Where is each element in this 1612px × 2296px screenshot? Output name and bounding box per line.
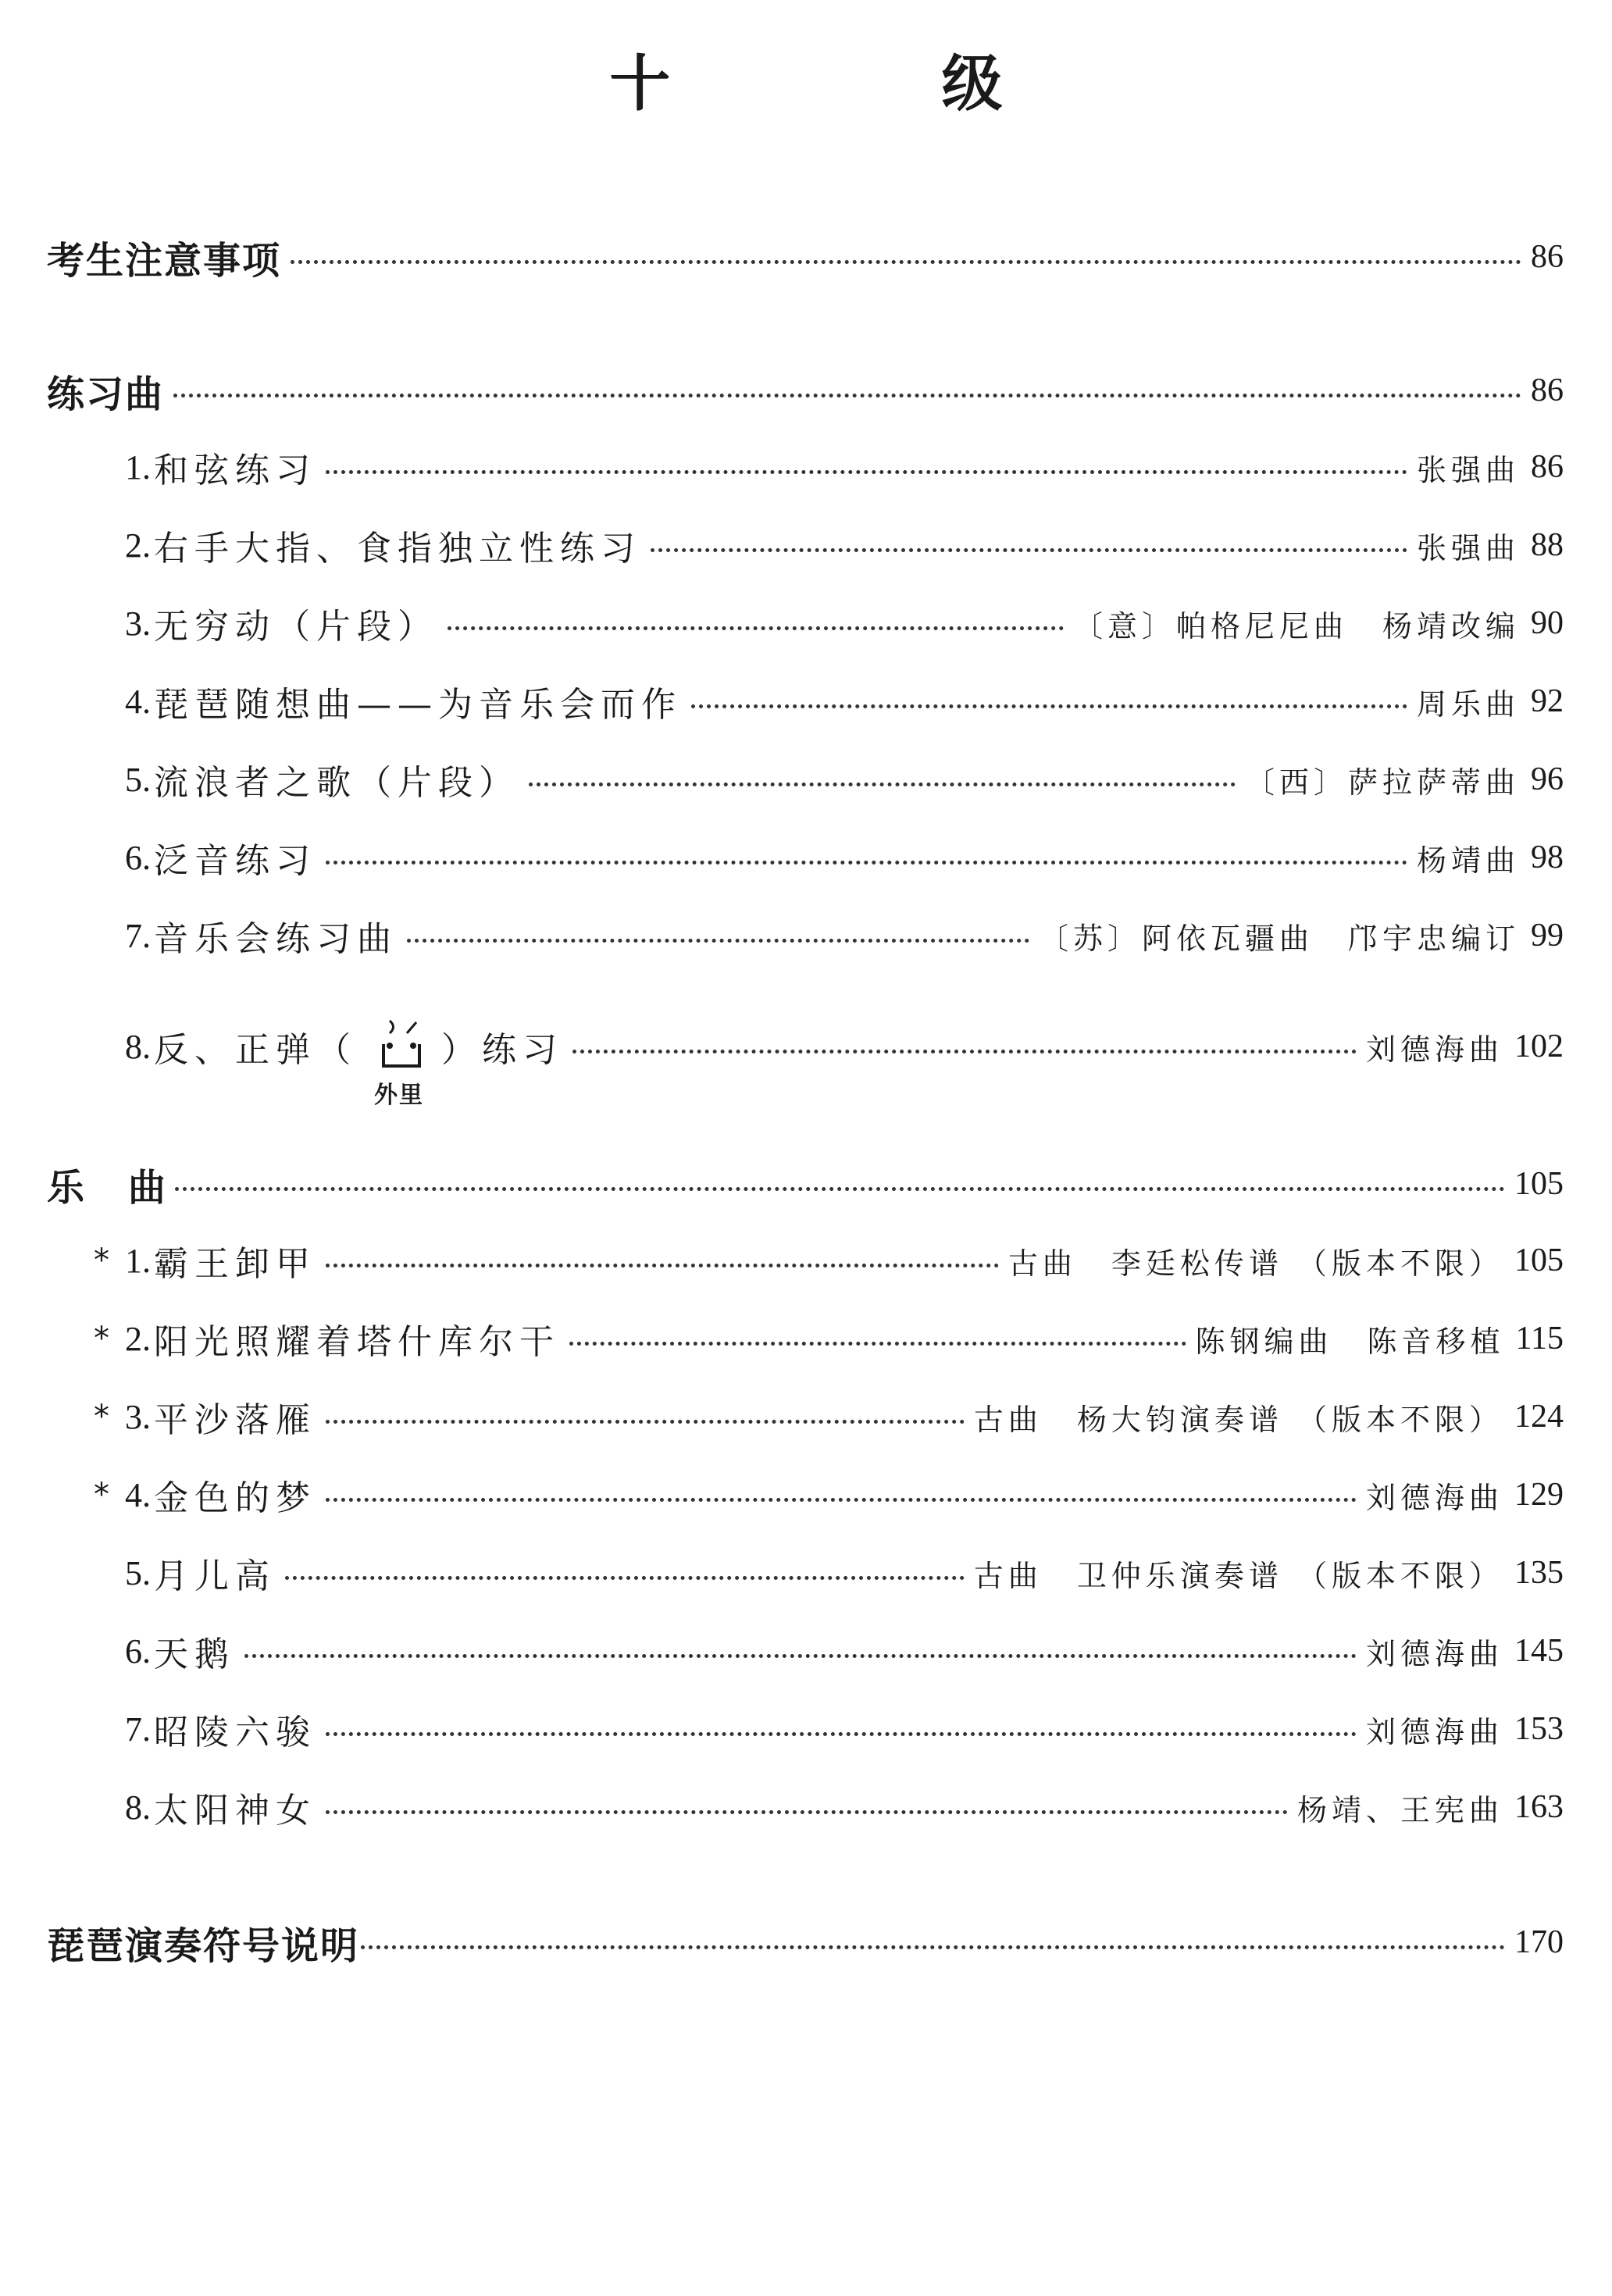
toc-entry-piece-5[interactable] xyxy=(0,1546,1612,1600)
entry-title: 泛音练习 xyxy=(154,841,316,881)
entry-number: 6. xyxy=(125,838,151,877)
toc-entry-etude-1[interactable] xyxy=(0,440,1612,494)
entry-number: 3. xyxy=(125,604,151,643)
entry-credit: 陈钢编曲 陈音移植 xyxy=(1195,1324,1505,1359)
dot-leader xyxy=(572,1050,1357,1054)
page-number: 86 xyxy=(1531,449,1564,485)
entry-credit: 刘德海曲 xyxy=(1365,1636,1503,1671)
page-number: 96 xyxy=(1531,761,1564,797)
entry-number: 4. xyxy=(125,1475,151,1514)
entry-credit: 刘德海曲 xyxy=(1365,1480,1503,1515)
toc-entry-piece-3[interactable] xyxy=(0,1389,1612,1444)
entry-credit: 杨靖、王宪曲 xyxy=(1296,1792,1503,1827)
section-heading-etudes: 练习曲 xyxy=(47,372,165,416)
entry-number: 4. xyxy=(125,682,151,721)
entry-title: 月儿高 xyxy=(154,1556,276,1596)
page-number: 105 xyxy=(1514,1242,1564,1278)
dot-leader xyxy=(326,470,1407,474)
page-number: 98 xyxy=(1531,840,1564,875)
dot-leader xyxy=(691,704,1407,708)
entry-number: 8. xyxy=(125,1027,151,1066)
entry-number: 5. xyxy=(125,760,151,799)
dot-leader xyxy=(448,626,1064,630)
toc-entry-piece-1[interactable] xyxy=(0,1233,1612,1288)
page-number: 163 xyxy=(1514,1789,1564,1825)
entry-credit: 周乐曲 xyxy=(1416,686,1520,722)
entry-credit: 〔意〕帕格尼尼曲 杨靖改编 xyxy=(1072,608,1520,644)
page-number: 86 xyxy=(1531,373,1564,408)
page-number: 124 xyxy=(1514,1399,1564,1435)
page-number: 153 xyxy=(1514,1711,1564,1747)
dot-leader xyxy=(244,1654,1357,1658)
section-heading-notice: 考生注意事项 xyxy=(47,238,282,283)
toc-entry-etude-3[interactable] xyxy=(0,596,1612,651)
page-number: 145 xyxy=(1514,1633,1564,1669)
toc-entry-piece-2[interactable] xyxy=(0,1311,1612,1366)
dot-leader xyxy=(651,548,1407,552)
required-asterisk: * xyxy=(94,1477,109,1513)
entry-credit: 〔苏〕阿依瓦疆曲 邝宇忠编订 xyxy=(1038,921,1520,956)
dot-leader xyxy=(326,1810,1288,1814)
dot-leader xyxy=(173,394,1521,398)
entry-title: 天鹅 xyxy=(154,1635,235,1674)
entry-number: 1. xyxy=(125,447,151,487)
entry-credit: 刘德海曲 xyxy=(1365,1714,1503,1749)
page-number: 105 xyxy=(1514,1166,1564,1202)
dot-leader xyxy=(285,1576,965,1580)
page-number: 135 xyxy=(1514,1555,1564,1591)
entry-credit: 张强曲 xyxy=(1416,452,1520,487)
entry-title: 音乐会练习曲 xyxy=(154,919,398,959)
page-number: 86 xyxy=(1531,239,1564,275)
entry-credit: 张强曲 xyxy=(1416,530,1520,565)
entry-number: 8. xyxy=(125,1788,151,1827)
entry-title: 太阳神女 xyxy=(154,1791,316,1831)
entry-title: 琵琶随想曲——为音乐会而作 xyxy=(154,685,682,725)
dot-leader xyxy=(326,1264,999,1267)
page-number: 88 xyxy=(1531,527,1564,563)
toc-row-notice[interactable] xyxy=(0,230,1612,284)
entry-title: 右手大指、食指独立性练习 xyxy=(154,529,641,569)
dot-leader xyxy=(326,861,1407,865)
dot-leader xyxy=(326,1498,1357,1502)
toc-entry-piece-8[interactable] xyxy=(0,1780,1612,1834)
dot-leader xyxy=(326,1732,1357,1736)
entry-title: 金色的梦 xyxy=(154,1478,316,1518)
entry-title: 霸王卸甲 xyxy=(154,1244,316,1284)
entry-number: 7. xyxy=(125,916,151,955)
entry-title: 和弦练习 xyxy=(154,451,316,490)
toc-entry-piece-6[interactable] xyxy=(0,1624,1612,1678)
entry-title-part1: 反、正弹（ xyxy=(154,1030,357,1070)
toc-entry-piece-4[interactable] xyxy=(0,1467,1612,1522)
dot-leader xyxy=(361,1945,1505,1949)
dot-leader xyxy=(569,1342,1186,1346)
dot-leader xyxy=(407,939,1029,943)
entry-credit: 刘德海曲 xyxy=(1365,1032,1503,1067)
entry-title: 流浪者之歌（片段） xyxy=(154,763,519,803)
symbol-label: 外里 xyxy=(374,1082,424,1109)
entry-number: 6. xyxy=(125,1631,151,1670)
entry-number: 3. xyxy=(125,1397,151,1436)
page-number: 129 xyxy=(1514,1477,1564,1513)
page-number: 99 xyxy=(1531,918,1564,954)
entry-credit: 〔西〕萨拉萨蒂曲 xyxy=(1244,765,1520,800)
entry-number: 1. xyxy=(125,1241,151,1280)
dot-leader xyxy=(291,260,1521,264)
toc-entry-etude-7[interactable] xyxy=(0,908,1612,963)
page-number: 115 xyxy=(1515,1321,1564,1357)
toc-row-etudes[interactable] xyxy=(0,363,1612,418)
entry-number: 2. xyxy=(125,526,151,565)
entry-credit: 古曲 卫仲乐演奏谱 （版本不限） xyxy=(973,1558,1503,1593)
entry-title: 无穷动（片段） xyxy=(154,607,438,647)
reverse-forward-pluck-symbol-icon xyxy=(362,1019,437,1109)
toc-entry-etude-6[interactable] xyxy=(0,830,1612,885)
dot-leader xyxy=(529,783,1236,786)
toc-entry-etude-2[interactable] xyxy=(0,518,1612,572)
entry-title: 阳光照耀着塔什库尔干 xyxy=(154,1322,560,1362)
page-title: 十 级 xyxy=(609,48,1128,119)
entry-number: 7. xyxy=(125,1710,151,1749)
toc-entry-etude-5[interactable] xyxy=(0,752,1612,807)
toc-entry-piece-7[interactable] xyxy=(0,1702,1612,1756)
required-asterisk: * xyxy=(94,1321,109,1357)
toc-row-pieces[interactable] xyxy=(0,1157,1612,1211)
toc-row-symbols[interactable] xyxy=(0,1915,1612,1970)
entry-credit: 杨靖曲 xyxy=(1416,843,1520,878)
page-number: 92 xyxy=(1531,683,1564,719)
section-heading-pieces: 乐曲 xyxy=(47,1165,210,1210)
dot-leader xyxy=(326,1420,965,1424)
entry-title-part2: ）练习 xyxy=(441,1030,563,1070)
toc-entry-etude-8[interactable] xyxy=(0,1019,1612,1109)
entry-credit: 古曲 李廷松传谱 （版本不限） xyxy=(1008,1246,1503,1281)
entry-title: 平沙落雁 xyxy=(154,1400,316,1440)
page-number: 170 xyxy=(1514,1924,1564,1960)
required-asterisk: * xyxy=(94,1242,109,1278)
entry-title: 昭陵六骏 xyxy=(154,1713,316,1752)
toc-entry-etude-4[interactable] xyxy=(0,674,1612,729)
dot-leader xyxy=(175,1187,1505,1191)
page-number: 102 xyxy=(1514,1029,1564,1064)
entry-number: 2. xyxy=(125,1319,151,1358)
required-asterisk: * xyxy=(94,1399,109,1435)
entry-number: 5. xyxy=(125,1553,151,1592)
section-heading-symbols: 琵琶演奏符号说明 xyxy=(47,1923,360,1968)
entry-credit: 古曲 杨大钧演奏谱 （版本不限） xyxy=(973,1402,1503,1437)
page-number: 90 xyxy=(1531,605,1564,641)
